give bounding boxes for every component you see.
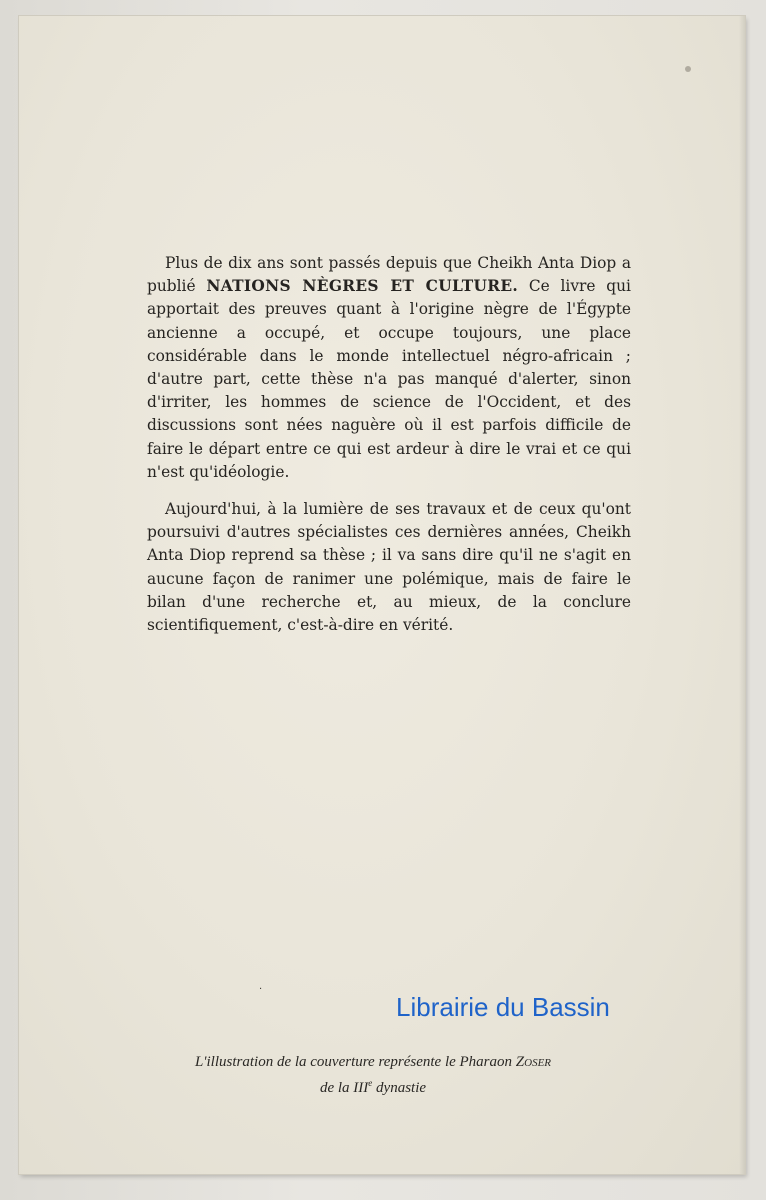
caption-line-2-text: de la III xyxy=(319,1080,369,1096)
caption-superscript: e xyxy=(368,1078,373,1088)
cover-illustration-caption xyxy=(100,1052,646,1099)
pharaoh-name: Zoser xyxy=(515,1054,552,1070)
caption-line-2-end: dynastie xyxy=(372,1080,427,1096)
caption-line-1-text: L'illustration de la couverture représente le Pharaon xyxy=(194,1054,516,1070)
blurb-paragraph-2: Aujourd'hui, à la lumière de ses travaux et de ceux qu'ont poursuivi d'autres spécialistes ces dernières années, Cheikh Anta Diop reprend sa thèse ; il va sans dire qu'il ne s'agit en aucune façon de ranimer une polémique, mais de faire le bilan d'une recherche et, au mieux, de la conclure scientifiquement, c'est-à-dire en vérité. xyxy=(147,500,631,635)
book-back-cover xyxy=(19,16,745,1174)
book-title-emphasis: NATIONS NÈGRES ET CULTURE. xyxy=(206,277,519,296)
caption-line-1 xyxy=(100,1052,646,1073)
blurb-p1-before: Plus de dix ans sont passés depuis que Cheikh Anta Diop a publié xyxy=(147,254,631,296)
ink-speck: · xyxy=(259,984,264,995)
bookseller-watermark: Librairie du Bassin xyxy=(396,992,610,1022)
blurb-p1-after: Ce livre qui apportait des preuves quant à l'origine nègre de l'Égypte ancienne a occupé, et occupe toujours, une place considérable dans le monde intellectuel négro-africain ; d'autre part, cette thèse n'a pas manqué d'alerter, sinon d'irriter, les hommes de science de l'Occident, et des discussions sont nées naguère où il est parfois difficile de faire le départ entre ce qui est ardeur à dire le vrai et ce qui n'est qu'idéologie. xyxy=(147,277,631,481)
blurb-paragraph-1 xyxy=(147,252,631,484)
caption-line-2 xyxy=(100,1073,646,1099)
paper-blemish xyxy=(685,66,691,72)
cover-blurb xyxy=(147,252,631,651)
